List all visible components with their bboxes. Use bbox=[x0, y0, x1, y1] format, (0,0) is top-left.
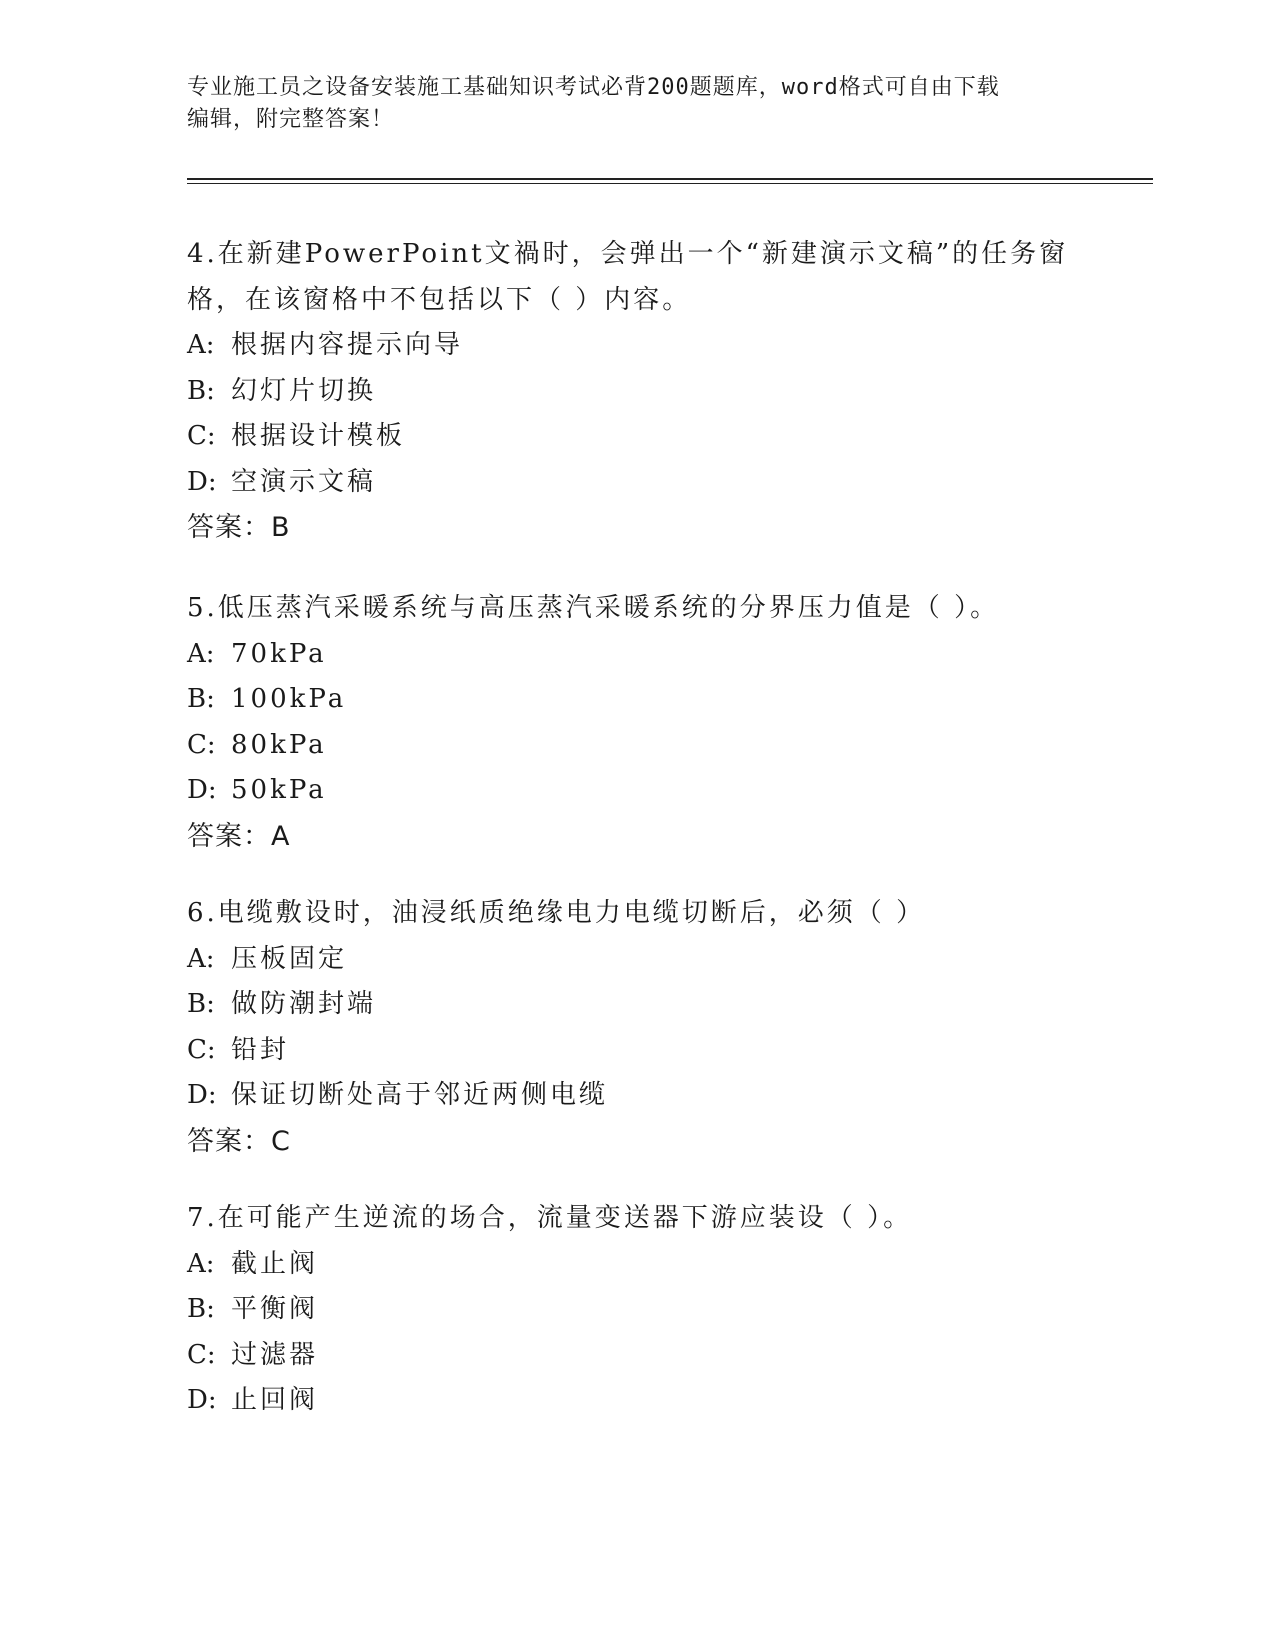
option-letter: B: bbox=[187, 375, 215, 406]
option-letter: D: bbox=[187, 1080, 217, 1110]
option-text: 做防潮封端 bbox=[231, 989, 377, 1019]
option-text: 压板固定 bbox=[231, 943, 348, 974]
question-6-text-line-1: 6.电缆敷设时，油浸纸质绝缘电力电缆切断后，必须（ ） bbox=[187, 898, 926, 928]
option-letter: C: bbox=[187, 421, 216, 451]
header-divider-thick bbox=[187, 178, 1153, 180]
question-4-text-line-1: 4.在新建PowerPoint文禍时，会弹出一个“新建演示文稿”的任务窗 bbox=[187, 239, 1069, 269]
option-letter: A: bbox=[187, 330, 215, 360]
option-text: 根据内容提示向导 bbox=[231, 330, 464, 360]
question-5-option-b bbox=[187, 677, 1087, 723]
question-4 bbox=[187, 232, 1087, 551]
option-letter: D: bbox=[187, 775, 217, 805]
option-letter: B: bbox=[187, 989, 215, 1019]
option-text: 平衡阀 bbox=[231, 1294, 319, 1324]
option-text: 保证切断处高于邻近两侧电缆 bbox=[231, 1080, 609, 1110]
header-line-2: 编辑，附完整答案！ bbox=[187, 107, 395, 132]
header-divider-thin bbox=[187, 183, 1153, 184]
question-6-answer: 答案：C bbox=[187, 1125, 291, 1157]
option-letter: C: bbox=[187, 729, 216, 760]
question-4-text-line-2: 格，在该窗格中不包括以下（ ）内容。 bbox=[187, 284, 692, 315]
question-6-option-a bbox=[187, 937, 1087, 983]
question-4-option-d bbox=[187, 460, 1087, 506]
question-5-option-c bbox=[187, 723, 1087, 769]
option-text: 根据设计模板 bbox=[231, 421, 406, 451]
option-letter: D: bbox=[187, 1385, 217, 1415]
header-line-1: 专业施工员之设备安装施工基础知识考试必背200题题库，word格式可自由下载 bbox=[187, 75, 1000, 100]
question-7-option-b bbox=[187, 1287, 1087, 1333]
question-7-text-line-1: 7.在可能产生逆流的场合，流量变送器下游应装设（ ）。 bbox=[187, 1203, 913, 1233]
option-text: 50kPa bbox=[231, 775, 327, 805]
question-4-option-a bbox=[187, 323, 1087, 369]
option-letter: B: bbox=[187, 1294, 215, 1324]
question-7-option-c bbox=[187, 1333, 1087, 1379]
question-5-option-d bbox=[187, 768, 1087, 814]
question-4-answer: 答案：B bbox=[187, 512, 291, 543]
option-text: 铅封 bbox=[231, 1034, 290, 1065]
question-6 bbox=[187, 891, 1087, 1164]
option-text: 幻灯片切换 bbox=[231, 375, 377, 406]
option-letter: A: bbox=[187, 943, 215, 974]
option-letter: A: bbox=[187, 638, 215, 669]
question-5-answer: 答案：A bbox=[187, 820, 291, 852]
question-4-option-c bbox=[187, 414, 1087, 460]
question-6-option-d bbox=[187, 1073, 1087, 1119]
option-letter: D: bbox=[187, 466, 217, 497]
question-7 bbox=[187, 1196, 1087, 1424]
question-7-option-d bbox=[187, 1378, 1087, 1424]
option-letter: C: bbox=[187, 1339, 216, 1370]
option-text: 80kPa bbox=[231, 729, 327, 760]
question-6-option-c bbox=[187, 1028, 1087, 1074]
option-letter: C: bbox=[187, 1034, 216, 1065]
option-text: 止回阀 bbox=[231, 1385, 319, 1415]
document-header bbox=[187, 72, 1067, 136]
option-text: 过滤器 bbox=[231, 1339, 319, 1370]
option-text: 截止阀 bbox=[231, 1248, 319, 1279]
question-5-option-a bbox=[187, 632, 1087, 678]
option-text: 空演示文稿 bbox=[231, 466, 377, 497]
question-4-option-b bbox=[187, 369, 1087, 415]
question-6-option-b bbox=[187, 982, 1087, 1028]
question-5 bbox=[187, 586, 1087, 859]
option-text: 100kPa bbox=[231, 684, 347, 714]
question-7-option-a bbox=[187, 1242, 1087, 1288]
option-text: 70kPa bbox=[231, 638, 327, 669]
question-5-text-line-1: 5.低压蒸汽采暖系统与高压蒸汽采暖系统的分界压力值是（ ）。 bbox=[187, 593, 1000, 623]
option-letter: A: bbox=[187, 1248, 215, 1279]
option-letter: B: bbox=[187, 684, 215, 714]
